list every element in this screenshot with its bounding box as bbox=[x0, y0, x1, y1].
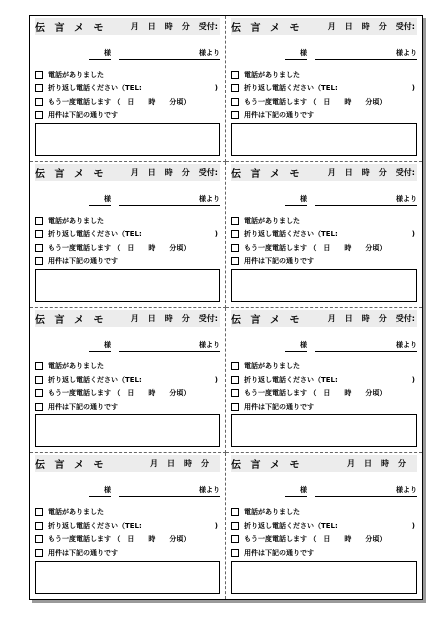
memo-header bbox=[35, 164, 220, 181]
option-label: 用件は下記の通りです bbox=[244, 548, 314, 557]
date-part: 時 bbox=[164, 167, 173, 177]
checkbox[interactable] bbox=[231, 549, 239, 557]
message-memo-card bbox=[226, 162, 422, 308]
date-part: 分 bbox=[378, 313, 387, 323]
memo-title: 伝 言 メ モ bbox=[231, 314, 303, 326]
memo-header bbox=[231, 164, 417, 181]
date-part: 日 bbox=[344, 313, 353, 323]
date-fields bbox=[328, 21, 417, 32]
option-label: 用件は下記の通りです bbox=[244, 111, 314, 120]
sama-yori-label: 様より bbox=[396, 340, 417, 352]
name-row bbox=[35, 327, 220, 352]
checkbox[interactable] bbox=[35, 244, 43, 252]
name-row bbox=[35, 181, 220, 206]
checkbox[interactable] bbox=[35, 84, 43, 92]
memo-header bbox=[231, 310, 417, 327]
checkbox[interactable] bbox=[35, 549, 43, 557]
option-label: 折り返し電話ください（TEL: bbox=[244, 84, 338, 93]
message-memo-card bbox=[226, 308, 422, 454]
memo-option bbox=[35, 82, 220, 96]
date-part: 日 bbox=[344, 167, 353, 177]
date-fields bbox=[328, 167, 417, 178]
date-part: 日 bbox=[147, 167, 156, 177]
sama-yori-label: 様より bbox=[199, 48, 220, 60]
message-box[interactable] bbox=[35, 123, 220, 156]
recipient-field[interactable] bbox=[285, 340, 307, 352]
caller-field[interactable] bbox=[119, 342, 199, 352]
memo-options bbox=[35, 505, 220, 559]
sama-label: 様 bbox=[300, 49, 307, 57]
date-fields bbox=[131, 167, 220, 178]
name-row bbox=[231, 35, 417, 60]
message-box[interactable] bbox=[231, 561, 417, 594]
tel-close: ) bbox=[411, 230, 415, 238]
memo-header bbox=[35, 18, 220, 35]
name-row bbox=[231, 327, 417, 352]
date-part: 分 bbox=[398, 459, 406, 469]
memo-option bbox=[231, 227, 417, 241]
option-label: もう一度電話します （ 日 時 分頃） bbox=[48, 389, 191, 398]
memo-title: 伝 言 メ モ bbox=[231, 460, 303, 472]
memo-option bbox=[231, 373, 417, 387]
message-box[interactable] bbox=[35, 269, 220, 302]
memo-options bbox=[231, 68, 417, 122]
memo-option bbox=[35, 227, 220, 241]
recipient-field[interactable] bbox=[89, 48, 111, 60]
memo-option bbox=[35, 95, 220, 109]
memo-header bbox=[35, 310, 220, 327]
option-label: もう一度電話します （ 日 時 分頃） bbox=[48, 535, 191, 543]
tel-close: ) bbox=[411, 375, 415, 384]
memo-option bbox=[231, 387, 417, 401]
checkbox[interactable] bbox=[231, 535, 239, 543]
memo-options bbox=[231, 214, 417, 268]
caller-field[interactable] bbox=[119, 50, 199, 60]
date-part: 月 bbox=[130, 22, 139, 31]
checkbox[interactable] bbox=[35, 230, 43, 238]
checkbox[interactable] bbox=[35, 389, 43, 397]
sama-yori-label: 様より bbox=[199, 485, 220, 497]
checkbox[interactable] bbox=[231, 84, 239, 92]
memo-title: 伝 言 メ モ bbox=[231, 168, 303, 180]
checkbox[interactable] bbox=[35, 535, 43, 543]
option-label: 電話がありました bbox=[48, 362, 104, 371]
date-part: 時 bbox=[361, 167, 370, 177]
recipient-field[interactable] bbox=[285, 194, 307, 206]
tel-close: ) bbox=[214, 375, 218, 384]
date-part: 時 bbox=[164, 313, 173, 323]
memo-title: 伝 言 メ モ bbox=[35, 23, 107, 34]
memo-option bbox=[35, 546, 220, 560]
caller-field[interactable] bbox=[315, 487, 396, 497]
checkbox[interactable] bbox=[231, 389, 239, 397]
memo-grid bbox=[30, 16, 422, 599]
option-label: 電話がありました bbox=[244, 362, 300, 371]
date-part: 月 bbox=[130, 313, 139, 323]
memo-option bbox=[231, 82, 417, 96]
option-label: 電話がありました bbox=[244, 216, 300, 225]
date-part: 月 bbox=[327, 167, 336, 177]
message-box[interactable] bbox=[35, 414, 220, 447]
checkbox[interactable] bbox=[231, 376, 239, 384]
checkbox[interactable] bbox=[35, 111, 43, 119]
memo-title: 伝 言 メ モ bbox=[231, 23, 303, 34]
checkbox[interactable] bbox=[231, 217, 239, 225]
date-part: 日 bbox=[344, 22, 353, 31]
date-fields bbox=[131, 21, 220, 32]
option-label: もう一度電話します （ 日 時 分頃） bbox=[244, 243, 387, 252]
option-label: もう一度電話します （ 日 時 分頃） bbox=[48, 243, 191, 252]
date-part: 月 bbox=[347, 459, 355, 469]
option-label: 折り返し電話ください（TEL: bbox=[48, 230, 142, 238]
received-label: 受付: bbox=[198, 22, 218, 31]
checkbox[interactable] bbox=[231, 403, 239, 411]
name-row bbox=[35, 472, 220, 497]
date-part: 分 bbox=[181, 313, 190, 323]
date-part: 月 bbox=[327, 22, 336, 31]
memo-option bbox=[35, 519, 220, 533]
memo-header bbox=[231, 18, 417, 35]
memo-option bbox=[35, 400, 220, 414]
name-row bbox=[35, 35, 220, 60]
option-label: もう一度電話します （ 日 時 分頃） bbox=[48, 97, 191, 106]
option-label: 折り返し電話ください（TEL: bbox=[48, 84, 142, 93]
memo-options bbox=[231, 360, 417, 414]
message-memo-card bbox=[30, 453, 226, 599]
sama-label: 様 bbox=[300, 194, 307, 203]
message-box[interactable] bbox=[231, 414, 417, 447]
sama-yori-label: 様より bbox=[199, 194, 220, 206]
option-label: 用件は下記の通りです bbox=[48, 111, 118, 120]
option-label: 電話がありました bbox=[48, 216, 104, 225]
memo-option bbox=[231, 68, 417, 82]
memo-title: 伝 言 メ モ bbox=[35, 314, 107, 326]
message-memo-card bbox=[30, 16, 226, 162]
recipient-field[interactable] bbox=[89, 340, 111, 352]
checkbox[interactable] bbox=[35, 217, 43, 225]
tel-close: ) bbox=[411, 521, 415, 530]
tel-close: ) bbox=[214, 521, 218, 530]
memo-option bbox=[231, 532, 417, 546]
memo-title: 伝 言 メ モ bbox=[35, 460, 107, 472]
checkbox[interactable] bbox=[35, 98, 43, 106]
option-label: 電話がありました bbox=[48, 508, 104, 516]
date-part: 分 bbox=[181, 22, 190, 31]
message-memo-card bbox=[226, 16, 422, 162]
memo-option bbox=[231, 519, 417, 533]
caller-field[interactable] bbox=[119, 196, 199, 206]
memo-options bbox=[35, 360, 220, 414]
received-label: 受付: bbox=[198, 313, 218, 323]
date-part: 月 bbox=[150, 459, 158, 469]
option-label: 電話がありました bbox=[244, 508, 300, 516]
checkbox[interactable] bbox=[35, 257, 43, 265]
option-label: もう一度電話します （ 日 時 分頃） bbox=[244, 389, 387, 398]
sama-label: 様 bbox=[104, 49, 111, 57]
sama-yori-label: 様より bbox=[396, 48, 417, 60]
received-label: 受付: bbox=[198, 167, 218, 177]
sama-yori-label: 様より bbox=[396, 194, 417, 206]
checkbox[interactable] bbox=[35, 403, 43, 411]
date-part: 月 bbox=[130, 167, 139, 177]
message-box[interactable] bbox=[35, 561, 220, 594]
checkbox[interactable] bbox=[35, 362, 43, 370]
memo-header bbox=[35, 455, 220, 472]
date-fields bbox=[347, 458, 417, 469]
name-row bbox=[231, 181, 417, 206]
option-label: 用件は下記の通りです bbox=[244, 402, 314, 411]
caller-field[interactable] bbox=[315, 342, 396, 352]
checkbox[interactable] bbox=[231, 71, 239, 79]
memo-option bbox=[231, 95, 417, 109]
sama-yori-label: 様より bbox=[199, 340, 220, 352]
received-label: 受付: bbox=[395, 313, 415, 323]
caller-field[interactable] bbox=[315, 196, 396, 206]
memo-option bbox=[231, 241, 417, 255]
checkbox[interactable] bbox=[35, 508, 43, 516]
memo-option bbox=[231, 505, 417, 519]
memo-option bbox=[231, 109, 417, 123]
recipient-field[interactable] bbox=[285, 48, 307, 60]
tel-close: ) bbox=[214, 230, 218, 238]
message-memo-card bbox=[226, 453, 422, 599]
received-label: 受付: bbox=[395, 167, 415, 177]
option-label: 用件は下記の通りです bbox=[48, 257, 118, 265]
checkbox[interactable] bbox=[231, 111, 239, 119]
name-row bbox=[231, 472, 417, 497]
received-label: 受付: bbox=[395, 22, 415, 31]
memo-option bbox=[35, 360, 220, 374]
date-part: 日 bbox=[167, 459, 175, 469]
option-label: 折り返し電話ください（TEL: bbox=[244, 230, 338, 238]
memo-option bbox=[35, 214, 220, 228]
checkbox[interactable] bbox=[35, 71, 43, 79]
option-label: 折り返し電話ください（TEL: bbox=[244, 375, 338, 384]
option-label: 用件は下記の通りです bbox=[48, 548, 118, 557]
memo-options bbox=[231, 505, 417, 559]
memo-header bbox=[231, 455, 417, 472]
checkbox[interactable] bbox=[231, 98, 239, 106]
checkbox[interactable] bbox=[231, 508, 239, 516]
date-part: 時 bbox=[184, 459, 192, 469]
option-label: 用件は下記の通りです bbox=[48, 402, 118, 411]
memo-option bbox=[35, 373, 220, 387]
date-fields bbox=[328, 313, 417, 324]
memo-option bbox=[35, 387, 220, 401]
memo-option bbox=[231, 546, 417, 560]
option-label: 電話がありました bbox=[244, 70, 300, 79]
memo-option bbox=[35, 532, 220, 546]
message-memo-card bbox=[30, 308, 226, 454]
memo-option bbox=[231, 400, 417, 414]
checkbox[interactable] bbox=[231, 244, 239, 252]
option-label: 用件は下記の通りです bbox=[244, 257, 314, 265]
caller-field[interactable] bbox=[315, 50, 396, 60]
date-part: 分 bbox=[181, 167, 190, 177]
memo-title: 伝 言 メ モ bbox=[35, 168, 107, 180]
memo-options bbox=[35, 214, 220, 268]
date-part: 日 bbox=[147, 22, 156, 31]
recipient-field[interactable] bbox=[89, 485, 111, 497]
date-part: 時 bbox=[164, 22, 173, 31]
date-part: 分 bbox=[201, 459, 209, 469]
memo-option bbox=[35, 241, 220, 255]
sama-label: 様 bbox=[104, 486, 111, 495]
date-part: 時 bbox=[361, 313, 370, 323]
sama-yori-label: 様より bbox=[396, 485, 417, 497]
recipient-field[interactable] bbox=[89, 194, 111, 206]
date-part: 日 bbox=[147, 313, 156, 323]
caller-field[interactable] bbox=[119, 487, 199, 497]
memo-option bbox=[231, 214, 417, 228]
memo-option bbox=[35, 68, 220, 82]
tel-close: ) bbox=[214, 84, 218, 93]
memo-option bbox=[35, 505, 220, 519]
memo-option bbox=[231, 254, 417, 268]
option-label: 折り返し電話ください（TEL: bbox=[244, 521, 338, 530]
checkbox[interactable] bbox=[231, 257, 239, 265]
sama-label: 様 bbox=[300, 340, 307, 349]
memo-option bbox=[231, 360, 417, 374]
memo-sheet bbox=[29, 15, 423, 600]
option-label: 電話がありました bbox=[48, 70, 104, 79]
message-box[interactable] bbox=[231, 123, 417, 156]
memo-option bbox=[35, 254, 220, 268]
date-fields bbox=[131, 313, 220, 324]
sama-label: 様 bbox=[104, 340, 111, 349]
option-label: 折り返し電話ください（TEL: bbox=[48, 375, 142, 384]
date-fields bbox=[150, 458, 220, 469]
sama-label: 様 bbox=[300, 486, 307, 495]
tel-close: ) bbox=[411, 84, 415, 93]
date-part: 時 bbox=[381, 459, 389, 469]
sama-label: 様 bbox=[104, 194, 111, 203]
checkbox[interactable] bbox=[35, 376, 43, 384]
message-memo-card bbox=[30, 162, 226, 308]
memo-options bbox=[35, 68, 220, 122]
recipient-field[interactable] bbox=[285, 485, 307, 497]
option-label: もう一度電話します （ 日 時 分頃） bbox=[244, 97, 387, 106]
memo-option bbox=[35, 109, 220, 123]
checkbox[interactable] bbox=[231, 362, 239, 370]
date-part: 分 bbox=[378, 167, 387, 177]
date-part: 時 bbox=[361, 22, 370, 31]
option-label: 折り返し電話ください（TEL: bbox=[48, 521, 142, 530]
date-part: 日 bbox=[364, 459, 372, 469]
checkbox[interactable] bbox=[231, 522, 239, 530]
checkbox[interactable] bbox=[35, 522, 43, 530]
date-part: 月 bbox=[327, 313, 336, 323]
checkbox[interactable] bbox=[231, 230, 239, 238]
date-part: 分 bbox=[378, 22, 387, 31]
option-label: もう一度電話します （ 日 時 分頃） bbox=[244, 535, 387, 543]
message-box[interactable] bbox=[231, 269, 417, 302]
